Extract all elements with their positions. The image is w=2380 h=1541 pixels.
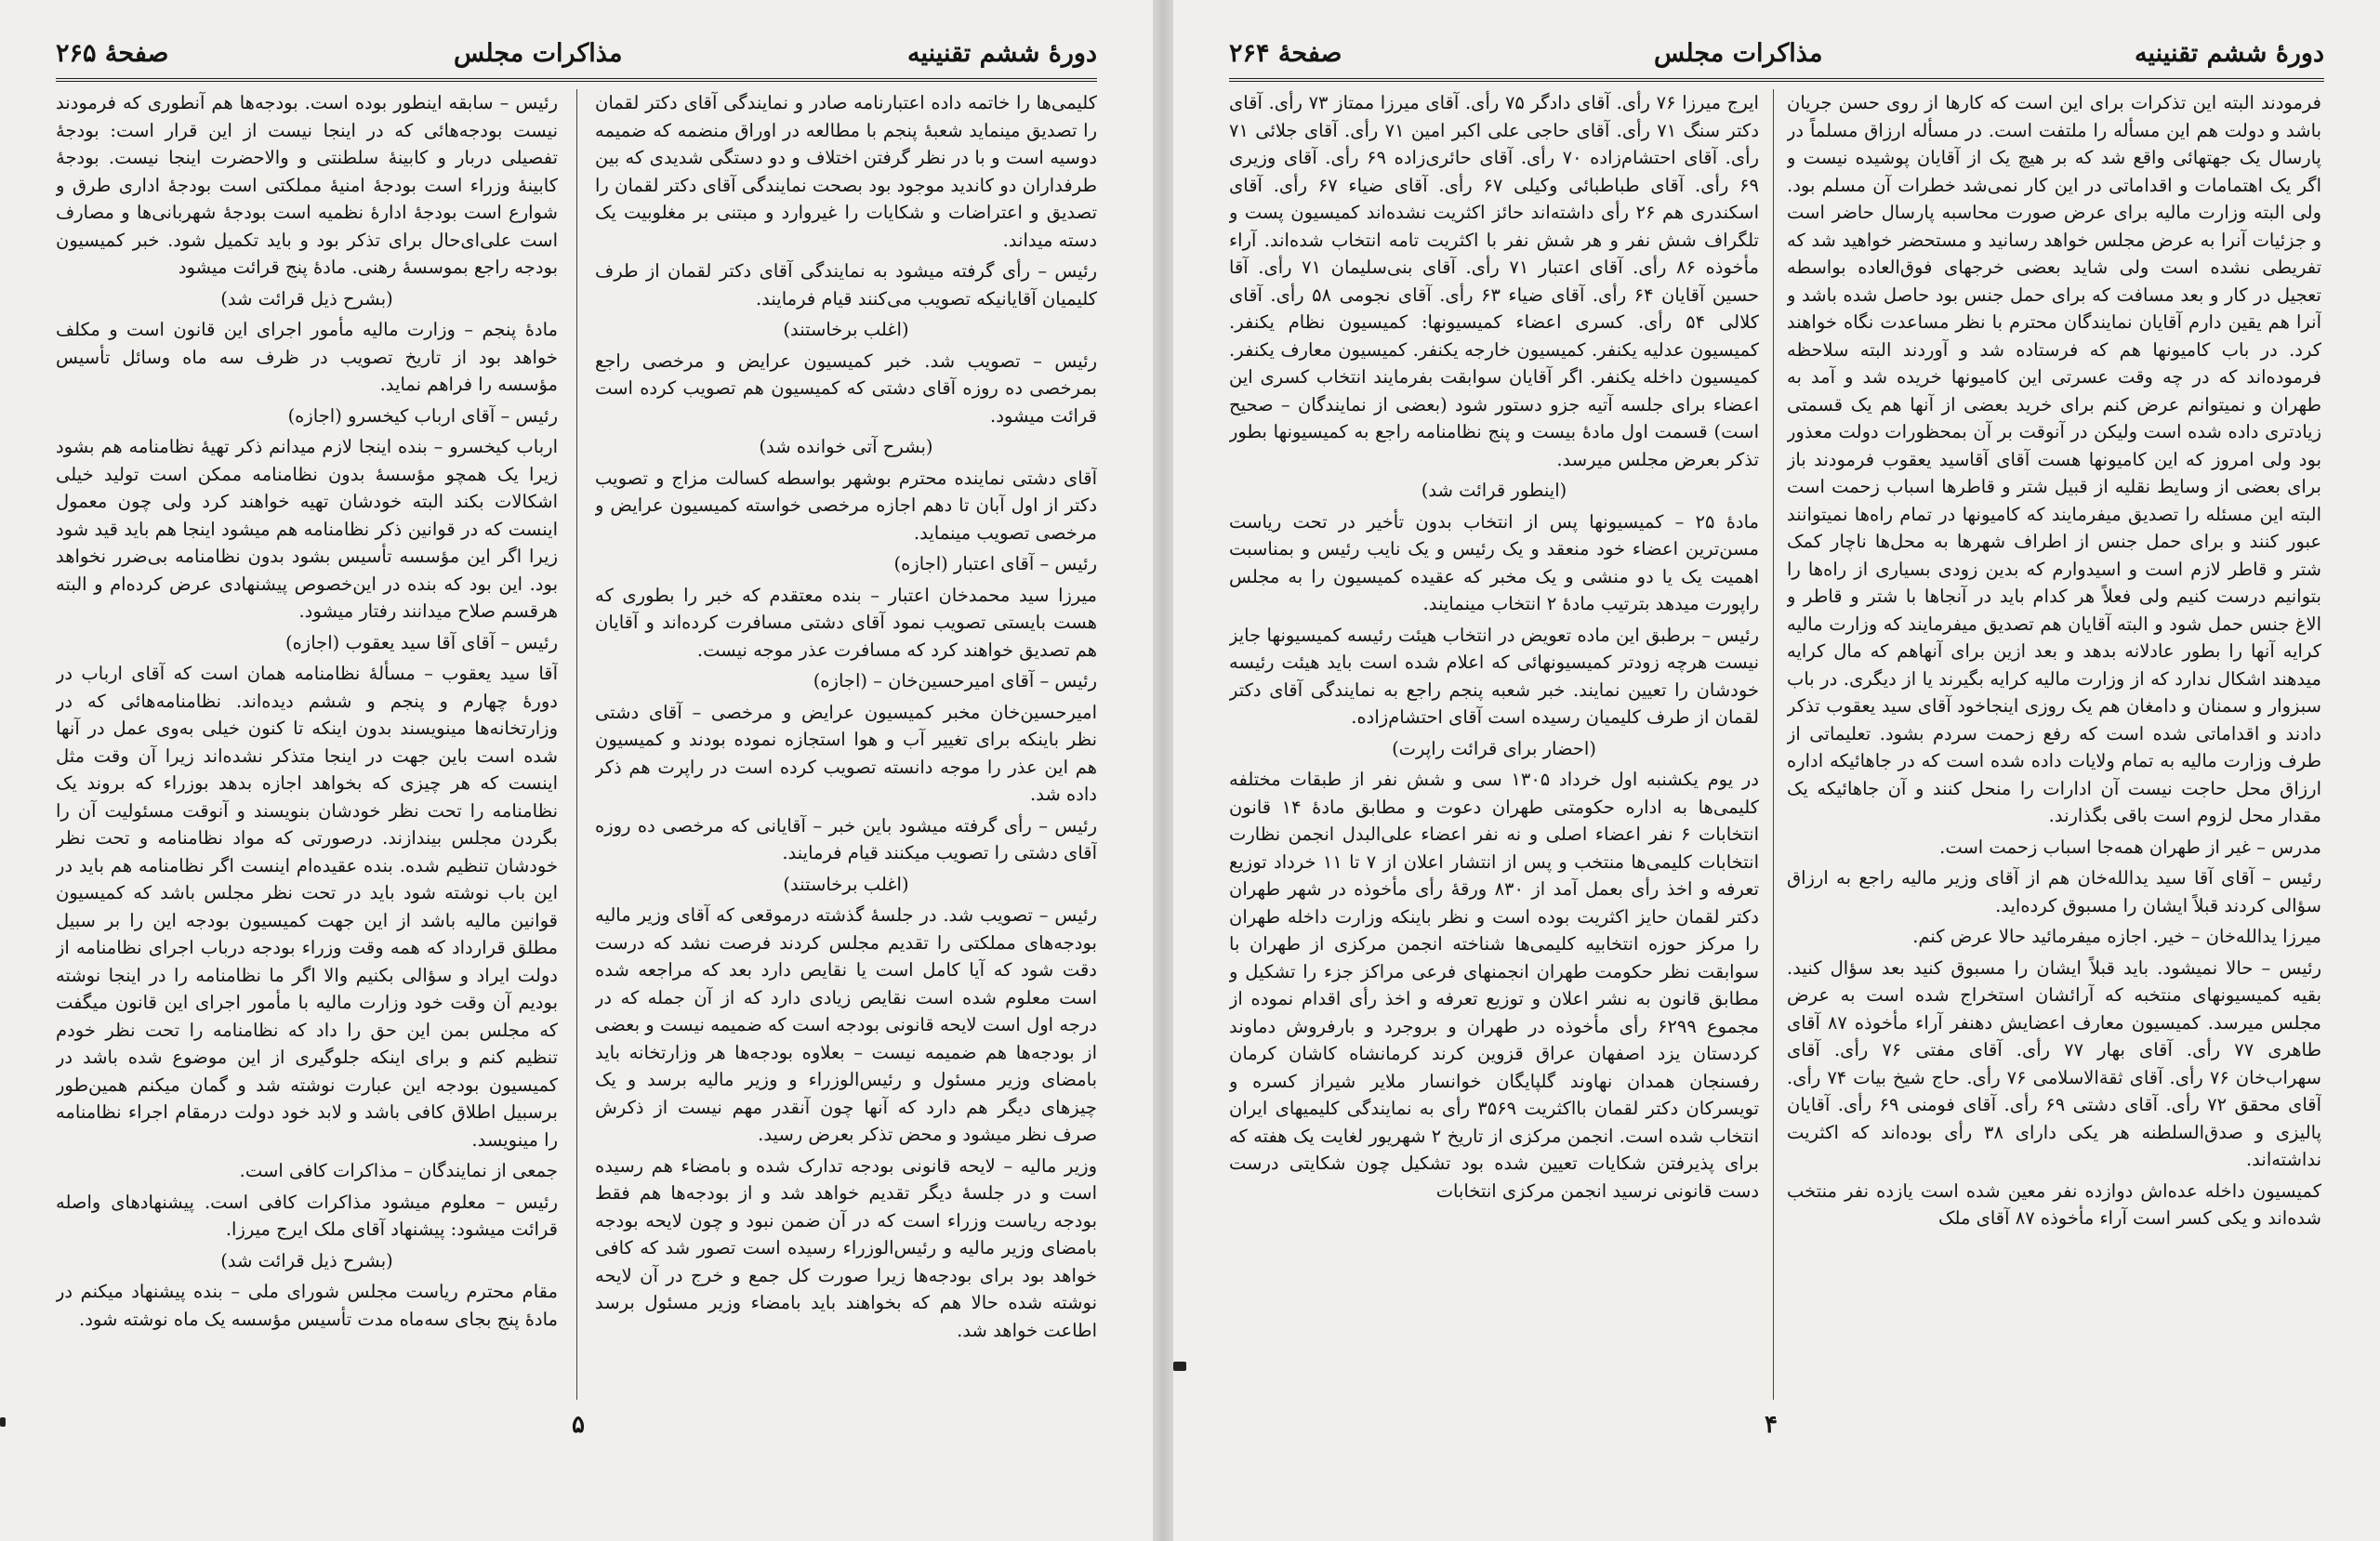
paragraph: فرمودند البته این تذکرات برای این است که کارها از روی حسن جریان باشد و دولت هم این مسأله را ملتفت است. در مسأله ارزاق مسلماً در پارسال یک جهتهائی واقع شد که بر هیچ یک از آقایان پوشیده نیست و اگر یک اهتمامات و اقداماتی در این کار نمی‌شد خطرات آن مسلم بود. ولی البته وزارت مالیه برای عرض صورت محاسبه پارسال حاضر است و جزئیات آنرا به عرض مجلس خواهد رسانید و مستحضر خواهید شد که تفریطی نشده است ولی شاید بعضی خرجهای فوق‌العاده بواسطه تعجیل در کار و بعد مسافت که برای حمل جنس بود حاصل شده باشد و آنرا هم یقین دارم آقایان نمایندگان محترم با نظر مساعدت نگاه خواهند کرد. در باب کامیونها هم که فرستاده شد و آوردند البته سلاحظه فرموده‌اند که در چه وقت عسرتی این کامیونها خریده شد و آمد به طهران و نمیتوانم عرض کنم برای خرید بعضی از آنها هم یک قسمتی زیادتری داده شده است ولیکن در آنوقت بر آن بمحظورات دولت معذور بود ولی امروز که این کامیونها هست آقای آقاسید یعقوب فرمودند باز برای بعضی از وسایط نقلیه از قبیل شتر و قاطر‌ها اسباب زحمت است البته این مسئله را تصدیق میفرمایند که کامیونها در تمام راه‌ها نمیتوانند عبور کنند و برای حمل جنس از اطراف شهرها به محل‌ها ناچار کمک شتر و قاطر لازم است و اسیدوارم که بدین زودی بسیاری از راه‌ها را بتوانیم درست کنیم ولی فعلاً هر کدام باید در آنجاها با شتر و قاطر و الاغ جنس حمل شود و البته آقایان هم تصدیق میفرمایند که وزارت مالیه کرایه آنها را بطور عادلانه بدهد و بعد ازین برای آنهاهم که مال کرایه میدهند اشکال ندارد که از وزارت مالیه کرایه بگیرند یا از دیگری. در باب سبزوار و سمنان و دامغان هم یک روزی اینجاخود آقای سید یعقوب تذکر دادند و اقداماتی شده است که رفع زحمت سردم بشود. تعلیماتی از طرف وزارت مالیه به تمام ولایات داده شده است که در جاهائیکه اداره ارزاق محل حاجت نیست آن ادارات را منحل کنند و آن جاهائیکه یک مقدار محل لزوم است باقی بگذارند. (1787, 92, 2321, 826)
paragraph: رئیس – تصویب شد. در جلسهٔ گذشته درموقعی که آقای وزیر مالیه بودجه‌های مملکتی را تقدیم مجلس کردند فرصت نشد که درست دقت شود که آیا کامل است یا نقایص دارد بعد که مراجعه شده است معلوم شده است نقایص زیادی دارد که از آن جمله که در درجه اول است لایحه قانونی بودجه است که ضمیمه نیست و بعضی از بودجه‌ها هم ضمیمه نیست – بعلاوه بودجه‌ها هر وزارتخانه باید بامضای وزیر مسئول و رئیس‌الوزراء و وزیر مالیه برسد و یک چیزهای دیگر هم دارد که آنها چون آنقدر مهم نیست از ذکرش صرف نظر میشود و محض تذکر بعرض رسید. (595, 904, 1097, 1145)
left-header-session: دورهٔ ششم تقنینیه (907, 38, 1097, 68)
right-page-header (1229, 32, 2324, 74)
paragraph: در یوم یکشنبه اول خرداد ۱۳۰۵ سی و شش نفر از طبقات مختلفه کلیمی‌ها به اداره حکومتی طهران دعوت و مطابق مادهٔ ۱۴ قانون انتخابات ۶ نفر اعضاء اصلی و نه نفر اعضاء علی‌البدل انجمن نظارت انتخابات کلیمی‌ها منتخب و پس از انتشار اعلان از ۷ تا ۱۱ خرداد توزیع تعرفه و اخذ رأی بعمل آمد از ۸۳۰ ورقهٔ رأی مأخوذه در شهر طهران دکتر لقمان حایز اکثریت بوده است و نظر باینکه وزارت داخله طهران را مرکز حوزه انتخابیه کلیمی‌ها شناخته انجمن مرکزی از طهران با سوابقت نظر حکومت طهران انجمنهای فرعی مراکز جزء را تشکیل و مطابق قانون به نشر اعلان و توزیع تعرفه و اخذ رأی اقدام نموده از مجموع ۶۲۹۹ رأی مأخوذه در طهران و بروجرد و بارفروش دماوند کردستان یزد اصفهان عراق قزوین کرند کرمانشاه کاشان کرمان رفسنجان همدان نهاوند گلپایگان خوانسار ملایر شیراز کسره و تویسرکان دکتر لقمان بااکثریت ۳۵۶۹ رأی به نمایندگی کلیمیهای ایران انتخاب شده است. انجمن مرکزی از تاریخ ۲ شهریور لغایت یک هفته که برای پذیرفتن شکایات تعیین شده بود تشکیل چون شکایتی درست دست قانونی نرسید انجمن مرکزی انتخابات (1229, 769, 1759, 1202)
left-header-page: صفحهٔ ۲۶۵ (56, 38, 169, 68)
paragraph: رئیس – آقای آقا سید یعقوب (اجازه) (284, 631, 558, 653)
paragraph: رئیس – سابقه اینطور بوده است. بودجه‌ها هم آنطوری که فرمودند نیست بودجه‌هائی که در اینجا نیست از این قرار است: بودجهٔ تفصیلی دربار و کابینهٔ سلطنتی و والاحضرت اینجا نیست. بودجهٔ کابینهٔ وزراء است بودجهٔ امنیهٔ مملکتی است بودجهٔ اداری طرق و شوارع است بودجهٔ ادارهٔ نظمیه است بودجهٔ شهربانی‌ها و مصارف است علی‌ای‌حال برای تذکر بود و باید تکمیل شود. خبر کمیسیون بودجه راجع بموسسهٔ رهنی. مادهٔ پنج قرائت میشود (56, 92, 558, 278)
right-page-column-right (1787, 89, 2321, 1400)
right-page-number: ۴ (1765, 1411, 1778, 1439)
left-page (0, 0, 1153, 1541)
stage-direction: (بشرح ذیل قرائت شد) (220, 287, 393, 310)
paragraph: رئیس – رأی گرفته میشود باین خبر – آقایانی که مرخصی ده روزه آقای دشتی را تصویب میکنند قیام فرمایند. (595, 814, 1097, 863)
paragraph: رئیس – برطبق این ماده تعویض در انتخاب هیئت رئیسه کمیسیونها جایز نیست هرچه زودتر کمیسیونهائی که اعلام شده است باید هیئت رئیسه خودشان را تعیین نمایند. خبر شعبه پنجم راجع به نمایندگی آقای دکتر لقمان از طرف کلیمیان رسیده است آقای احتشام‌زاده. (1229, 624, 1759, 728)
paragraph: جمعی از نمایندگان – مذاکرات کافی است. (239, 1160, 558, 1181)
paragraph: رئیس – آقای امیرحسین‌خان – (اجازه) (813, 670, 1097, 691)
paragraph: رئیس – رأی گرفته میشود به نمایندگی آقای دکتر لقمان از طرف کلیمیان آقایانیکه تصویب می‌کنند قیام فرمایند. (595, 260, 1097, 310)
binding-clip-mark (1173, 1362, 1186, 1371)
paragraph: رئیس – حالا نمیشود. باید قبلاً ایشان را مسبوق کنید بعد سؤال کنید. بقیه کمیسیونهای منتخبه که آرائشان استخراج شده است به عرض مجلس میرسد. کمیسیون معارف اعضایش دهنفر آراء مأخوذه ۸۷ آقای طاهری ۷۷ رأی. آقای بهار ۷۷ رأی. آقای مفتی ۷۶ رأی. آقای سهراب‌خان ۷۶ رأی. آقای ثقة‌الاسلامی ۷۶ رأی. حاج شیخ بیات ۷۴ رأی. آقای محقق ۷۲ رأی. آقای دشتی ۶۹ رأی. آقای فومنی ۶۹ رأی. آقایان پالیزی و صدق‌السلطنه هر یکی دارای ۳۸ رأی بوده‌اند که اکثریت نداشته‌اند. (1787, 956, 2321, 1170)
right-header-title: مذاکرات مجلس (1653, 38, 1823, 68)
paragraph: مقام محترم ریاست مجلس شورای ملی – بنده پیشنهاد میکنم در مادهٔ پنج بجای سه‌ماه مدت تأسیس مؤسسه یک ماه نوشته شود. (56, 1281, 558, 1330)
paragraph: رئیس – آقای آقا سید یدالله‌خان هم از آقای وزیر مالیه راجع به ارزاق سؤالی کردند قبلاً ایشان را مسبوق کرده‌اید. (1787, 867, 2321, 916)
stage-direction: (بشرح آتی خوانده شد) (759, 436, 933, 457)
stage-direction: (اغلب برخاستند) (783, 873, 909, 895)
stage-direction: (بشرح ذیل قرائت شد) (220, 1249, 393, 1271)
paragraph: رئیس – آقای اعتبار (اجازه) (893, 553, 1097, 574)
paragraph: وزیر مالیه – لایحه قانونی بودجه تدارک شده و بامضاء هم رسیده است و در جلسهٔ دیگر تقدیم خواهد شد و از بودجه‌ها هم فقط بودجه ریاست وزراء است که در آن ضمن نبود و چون لایحه بودجه بامضای وزیر مالیه و رئیس‌الوزراء رسیده است تصور شد که کافی خواهد بود برای بودجه‌ها زیرا صورت کل جمع و خرج در آن لایحه نوشته شده حالا هم که بخواهند باید بامضاء وزیر مسئول برسد اطاعت خواهد شد. (595, 1154, 1097, 1341)
paragraph: رئیس – تصویب شد. خبر کمیسیون عرایض و مرخصی راجع بمرخصی ده روزه آقای دشتی که کمیسیون هم تصویب کرده است قرائت میشود. (595, 349, 1097, 427)
stage-direction: (احضار برای قرائت راپرت) (1392, 737, 1596, 759)
paragraph: مدرس – غیر از طهران همه‌جا اسباب زحمت است. (1939, 836, 2321, 858)
right-page-column-left (1229, 89, 1759, 1400)
left-page-column-divider (576, 89, 577, 1400)
scan-mark (0, 1417, 6, 1427)
paragraph: کلیمی‌ها را خاتمه داده اعتبارنامه صادر و نمایندگی آقای دکتر لقمان را تصدیق مینماید شعبهٔ پنجم با مطالعه در اوراق منضمه که ضمیمه دوسیه است و با در نظر گرفتن اختلاف و دو دستگی شدیدی که بین طرفداران دو کاندید موجود بود بصحت نمایندگی آقای دکتر لقمان را تصدیق و اعتراضات و شکایات را غیروارد و مبتنی بر مغلوبیت یک دسته میداند. (595, 92, 1097, 251)
paragraph: ارباب کیخسرو – بنده اینجا لازم میدانم ذکر تهیهٔ نظامنامه هم بشود زیرا یک همچو مؤسسهٔ بدون نظامنامه ممکن است تولید خیلی اشکالات بکند البته خودشان تهیه خواهند کرد ولی چون معمول اینست که در قوانین ذکر نظامنامه هم میشود اینجا هم باید قید شود زیرا اگر این مؤسسه تأسیس بشود بدون نظامنامه بی‌ضرر نخواهد بود. این بود که بنده در این‌خصوص پیشنهادی عرض کرده‌ام و البته هرقسم صلاح میدانند رفتار میشود. (56, 436, 558, 622)
paragraph: مادهٔ پنجم – وزارت مالیه مأمور اجرای این قانون است و مکلف خواهد بود از تاریخ تصویب در ظرف سه ماه وسائل تأسیس مؤسسه را فراهم نماید. (56, 319, 558, 395)
right-header-page: صفحهٔ ۲۶۴ (1229, 38, 1342, 68)
right-page (1173, 0, 2380, 1541)
paragraph: مادهٔ ۲۵ – کمیسیونها پس از انتخاب بدون تأخیر در تحت ریاست مسن‌ترین اعضاء خود منعقد و یک رئیس و یک نایب رئیس و بمناسبت اهمیت یک یا دو منشی و یک مخبر که عقیده کمیسیون را به مجلس راپورت میدهد بترتیب مادهٔ ۲ انتخاب مینمایند. (1229, 510, 1759, 614)
paragraph: ایرج میرزا ۷۶ رأی. آقای دادگر ۷۵ رأی. آقای میرزا ممتاز ۷۳ رأی. آقای دکتر سنگ ۷۱ رأی. آقای حاجی علی اکبر امین ۷۱ رأی. آقای جلائی ۷۱ رأی. آقای احتشام‌زاده ۷۰ رأی. آقای حائری‌زاده ۶۹ رأی. آقای وزیری ۶۹ رأی. آقای طباطبائی وکیلی ۶۷ رأی. آقای ضیاء ۶۷ رأی. آقای اسکندری هم ۲۶ رأی داشته‌اند حائز اکثریت نشده‌اند کمیسیون پست و تلگراف شش نفر و هر شش نفر با اکثریت تامه انتخاب شده‌اند. آراء مأخوذه ۸۶ رأی. آقای اعتبار ۷۱ رأی. آقای بنی‌سلیمان ۷۱ رأی. آقا حسین آقایان ۶۴ رأی. آقای ضیاء ۶۳ رأی. آقای نجومی ۵۸ رأی. آقای کلالی ۵۴ رأی. کسری اعضاء کمیسیونها: کمیسیون نظام یکنفر. کمیسیون عدلیه یکنفر. کمیسیون خارجه یکنفر. کمیسیون معارف یکنفر. کمیسیون داخله یکنفر. اگر آقایان سوابقت بفرمایند انتخاب کسری این اعضاء برای جلسه آتیه جزو دستور شود (بعضی از نمایندگان – صحیح است) قسمت اول مادهٔ بیست و پنج نظامنامه راجع به کمیسیونها بطور تذکر بعرض مجلس میرسد. (1229, 92, 1759, 470)
left-page-header (56, 32, 1097, 74)
paragraph: کمیسیون داخله عده‌اش دوازده نفر معین شده است یازده نفر منتخب شده‌اند و یکی کسر است آراء مأخوذه ۸۷ آقای ملک (1787, 1179, 2321, 1229)
right-page-column-divider (1773, 89, 1774, 1400)
paragraph: میرزا سید محمدخان اعتبار – بنده معتقدم که خبر را بطوری که هست بایستی تصویب نمود آقای دشتی مسافرت کرده‌اند و آقایان هم تصدیق خواهند کرد که مسافرت عذر موجه نیست. (595, 584, 1097, 661)
paragraph: آقای دشتی نماینده محترم بوشهر بواسطه کسالت مزاج و تصویب دکتر از اول آبان تا دهم اجازه مرخصی خواسته کمیسیون عرایض و مرخصی تصویب مینماید. (595, 467, 1097, 544)
paragraph: میرزا یدالله‌خان – خیر. اجازه میفرمائید حالا عرض کنم. (1912, 926, 2321, 947)
left-page-number: ۵ (572, 1411, 585, 1439)
left-page-column-right (595, 89, 1097, 1400)
paragraph: امیرحسین‌خان مخبر کمیسیون عرایض و مرخصی – آقای دشتی نظر باینکه برای تغییر آب و هوا استجازه نموده بودند و کمیسیون هم این عذر را موجه دانسته تصویب کرده است در راپرت هم ذکر داده شد. (595, 701, 1097, 805)
left-page-column-left (56, 89, 558, 1400)
paragraph: آقا سید یعقوب – مسألهٔ نظامنامه همان است که آقای ارباب در دورهٔ چهارم و پنجم و ششم دیده‌اند. نظامنامه‌هائی که در وزارتخانه‌ها مینویسند بدون اینکه تا کنون خیلی به‌وی عمل در آنها شده است باین جهت در اینجا متذکر نشده‌اند زیرا آن وقت مثل اینست که هر چیزی که بخواهد اجازه بدهد بوزراء که بروند یک نظامنامه را تحت نظر خودشان بنویسند و آنوقت مسئولیت آن را بگردن مجلس بیندازند. درصورتی که مواد نظامنامه و تحت نظر خودشان تنظیم شده. بنده عقیده‌ام اینست اگر نظامنامه هم باید در این باب نوشته شود باید در تحت نظر مجلس باشد که کمیسیون قوانین مالیه باشد از این جهت کمیسیون بودجه این را بر سبیل مطلق قرارداد که همه وقت وزراء بودجه درباب اجرای نظامنامه از دولت ایراد و سؤالی بکنیم والا اگر ما نظامنامه را در اینجا نوشته بودیم آن وقت خود وزارت مالیه با مأمور اجرای این قانون میگفت که مجلس بمن این حق را داد که نظامنامه را تحت نظر خودم تنظیم کنم و برای اینکه جلوگیری از این موضوع شده باشد در کمیسیون بودجه این عبارت نوشته شد و گمان میکنم همین‌طور برسبیل اطلاق کافی باشد و لابد خود دولت درمقام اجراء نظامنامه را مینویسد. (56, 663, 558, 1151)
book-gutter (1153, 0, 1173, 1541)
stage-direction: (اغلب برخاستند) (783, 319, 909, 340)
right-header-session: دورهٔ ششم تقنینیه (2135, 38, 2324, 68)
paragraph: رئیس – آقای ارباب کیخسرو (اجازه) (287, 404, 558, 427)
stage-direction: (اینطور قرائت شد) (1421, 480, 1567, 501)
left-header-rule (56, 78, 1097, 82)
right-header-rule (1229, 78, 2324, 82)
paragraph: رئیس – معلوم میشود مذاکرات کافی است. پیشنهادهای واصله قرائت میشود: پیشنهاد آقای ملک ایرج میرزا. (56, 1191, 558, 1240)
left-header-title: مذاکرات مجلس (453, 38, 623, 68)
